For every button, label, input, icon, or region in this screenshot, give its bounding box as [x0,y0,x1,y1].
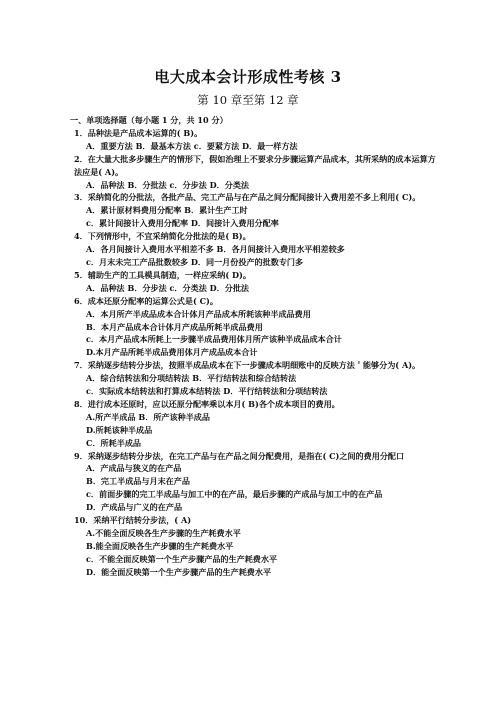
option-10a: A.不能全面反映各生产步骤的生产耗费水平 [86,528,241,538]
option-10d: D．能全面反映第一个生产步骤产品的生产耗费水平 [86,566,272,577]
option-10b: B.能全面反映各生产步骤的生产耗费水平 [86,540,234,551]
options-8a: A.所产半成品 B．所产该种半成品 [86,411,210,422]
question-2: 2．在大量大批多步骤生产的情形下，假如治理上不要求分步骤运算产品成本，其所采纳的成本运算方法应是( A)。 [74,153,436,177]
option-8c: C．所耗半成品 [86,437,142,448]
question-7: 7．采纳逐步结转分步法，按照半成品成本在下一步骤成本明细账中的反映方法＇能够分为( A)。 [74,360,421,371]
option-9d: D．产成品与广义的在产品 [86,502,183,513]
question-3: 3．采纳简化的分批法，各批产品、完工产品与在产品之间分配间接计入费用差不多上利用( C)。 [74,192,421,203]
option-6c: c．本月产品成本所耗上一步骤半成品费用体月所产该种半成品成本合计 [86,334,342,345]
document-subtitle: 第 10 章至第 12 章 [197,93,299,107]
options-4b: c．月末未完工产品批数较多 D．同一月份投产的批数专门多 [86,256,304,267]
option-6d: D.本月产品所耗半成品费用体月产成品成本合计 [86,347,258,358]
question-list [60,114,440,579]
option-8d: D.所耗该种半成品 [86,424,153,435]
question-4: 4．下列情形中，不宜采纳简化分批法的是( B)。 [74,231,251,242]
option-9a: A．产成品与狭义的在产品 [86,463,182,474]
question-10: 10．采纳平行结转分步法，( A) [74,515,192,526]
question-6: 6．成本还原分配率的运算公式是( C)。 [74,295,218,306]
question-9: 9．采纳逐步结转分步法，在完工产品与在产品之间分配费用，是指在( C)之间的费用分配口 [74,450,405,461]
question-1: 1．品种法是产品成本运算的( B)。 [74,127,203,138]
document-title: 电大成本会计形成性考核 3 [154,68,342,86]
options-1: A．重要方法 B．最基本方法 c．要紧方法 D．最一样方法 [86,140,298,151]
section-heading: 一、单项选择题（每小题 1 分，共 10 分） [70,115,228,125]
option-10c: c．不能全面反映第一个生产步骤产品的生产耗费水平 [86,553,278,564]
options-7b: c．实际成本结转法和打算成本结转法 D．平行结转法和分项结转法 [86,386,328,397]
options-7a: A．综合结转法和分项结转法 B．平行结转法和综合结转法 [86,373,297,384]
option-9b: B．完工半成品与月末在产品 [86,476,190,487]
options-5: A．品种法 B．分步法 c．分类法 D．分批法 [86,282,250,293]
question-5: 5．辅助生产的工具模具制造，一样应采纳( D)。 [74,269,251,280]
options-3b: c．累计间接计入费用分配率 D．间接计入费用分配率 [86,218,279,229]
option-6a: A．本月所产半成品成本合计体月产品成本所耗该种半成品费用 [86,308,311,319]
option-6b: B．本月产品成本合计体月产成品所耗半成品费用 [86,321,263,332]
question-8: 8．进行成本还原时，应以还原分配率乘以本月( B)各个成本项目的费用。 [74,398,340,409]
option-9c: c．前面步骤的完工半成品与加工中的在产品，最后步骤的产成品与加工中的在产品 [86,489,383,500]
options-3a: A．累计原材料费用分配率 B．累计生产工时 [86,205,248,216]
options-4a: A．各月间接计入费用水平相差不多 B．各月间接计入费用水平相差较多 [86,244,345,255]
options-2: A．品种法 B．分批法 c．分步法 D．分类法 [86,179,250,190]
